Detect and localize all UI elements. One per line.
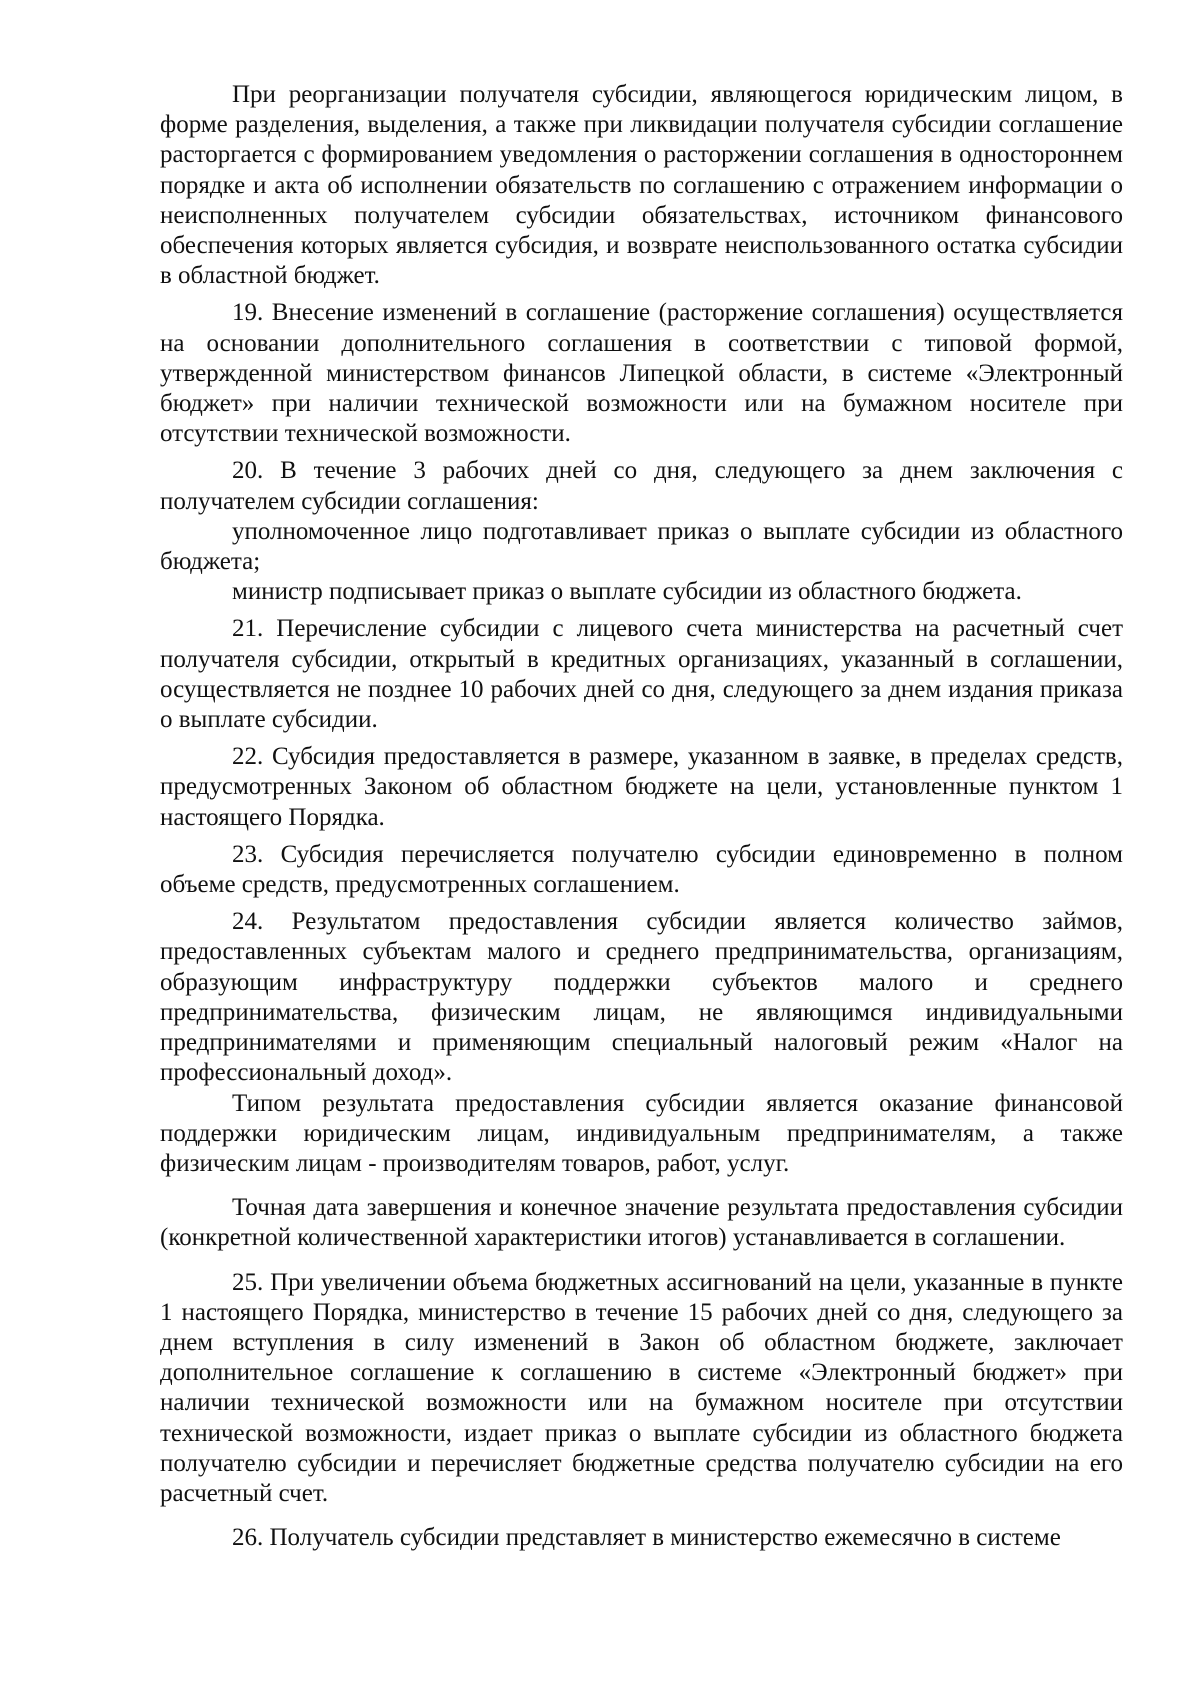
paragraph-26: 26. Получатель субсидии представляет в министерство ежемесячно в системе bbox=[232, 1524, 1061, 1552]
paragraph-20-item-2: министр подписывает приказ о выплате субсидии из областного бюджета. bbox=[232, 578, 1022, 606]
paragraph-reorganization: При реорганизации получателя субсидии, являющегося юридическим лицом, в форме разделения, выделения, а также при ликвидации получателя субсидии соглашение расторгается с формированием уведомления о расторжении соглашения в одностороннем порядке и акта об исполнении обязательств по соглашению с отражением информации о неисполненных получателем субсидии обязательствах, источником финансового обеспечения которых является субсидия, и возврате неиспользованного остатка субсидии в областной бюджет. bbox=[160, 81, 1123, 290]
paragraph-24-completion-date: Точная дата завершения и конечное значение результата предоставления субсидии (конкретной количественной характеристики итогов) устанавливается в соглашении. bbox=[160, 1194, 1123, 1252]
paragraph-22: 22. Субсидия предоставляется в размере, указанном в заявке, в пределах средств, предусмотренных Законом об областном бюджете на цели, установленные пунктом 1 настоящего Порядка. bbox=[160, 743, 1123, 831]
paragraph-20: 20. В течение 3 рабочих дней со дня, следующего за днем заключения с получателем субсидии соглашения: bbox=[160, 457, 1123, 515]
paragraph-24-result-type: Типом результата предоставления субсидии является оказание финансовой поддержки юридическим лицам, индивидуальным предпринимателям, а также физическим лицам - производителям товаров, работ, услуг. bbox=[160, 1089, 1123, 1177]
paragraph-19: 19. Внесение изменений в соглашение (расторжение соглашения) осуществляется на основании дополнительного соглашения в соответствии с типовой формой, утвержденной министерством финансов Липецкой области, в системе «Электронный бюджет» при наличии технической возможности или на бумажном носителе при отсутствии технической возможности. bbox=[160, 299, 1123, 448]
paragraph-25: 25. При увеличении объема бюджетных ассигнований на цели, указанные в пункте 1 настоящего Порядка, министерство в течение 15 рабочих дней со дня, следующего за днем вступления в силу изменений в Закон об областном бюджете, заключает дополнительное соглашение к соглашению в системе «Электронный бюджет» при наличии технической возможности или на бумажном носителе при отсутствии технической возможности, издает приказ о выплате субсидии из областного бюджета получателю субсидии и перечисляет бюджетные средства получателю субсидии на его расчетный счет. bbox=[160, 1268, 1123, 1507]
document-page bbox=[160, 80, 1123, 1553]
paragraph-20-item-1: уполномоченное лицо подготавливает приказ о выплате субсидии из областного бюджета; bbox=[160, 517, 1123, 576]
paragraph-23: 23. Субсидия перечисляется получателю субсидии единовременно в полном объеме средств, предусмотренных соглашением. bbox=[160, 840, 1123, 899]
paragraph-21: 21. Перечисление субсидии с лицевого счета министерства на расчетный счет получателя субсидии, открытый в кредитных организациях, указанный в соглашении, осуществляется не позднее 10 рабочих дней со дня, следующего за днем издания приказа о выплате субсидии. bbox=[160, 615, 1123, 734]
paragraph-24: 24. Результатом предоставления субсидии является количество займов, предоставленных субъектам малого и среднего предпринимательства, организациям, образующим инфраструктуру поддержки субъектов малого и среднего предпринимательства, физическим лицам, не являющимся индивидуальными предпринимателями и применяющим специальный налоговый режим «Налог на профессиональный доход». bbox=[160, 908, 1123, 1087]
